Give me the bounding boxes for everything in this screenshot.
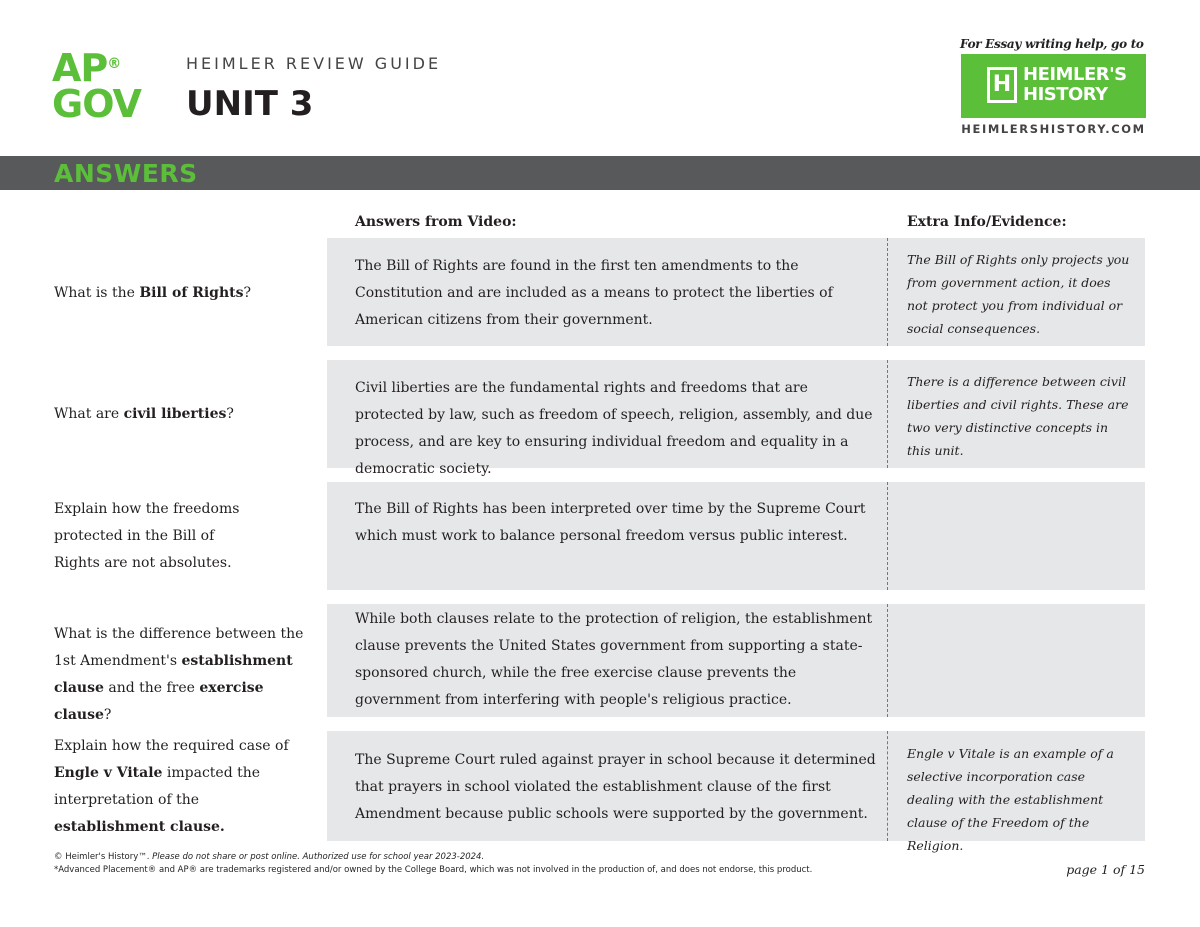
column-divider	[887, 360, 888, 468]
column-divider	[887, 238, 888, 346]
extra-info-text: Engle v Vitale is an example of a selective incorporation case dealing with the establishment clause of the Freedom of the Religion.	[907, 746, 1114, 853]
answer-text: While both clauses relate to the protection of religion, the establishment clause prevents the United States government from supporting a state-sponsored church, while the free exercise clause prevents the government from interfering with people's religious practice.	[355, 611, 873, 708]
question-bill-of-rights: What is the Bill of Rights?	[54, 285, 252, 301]
section-bar	[0, 156, 1200, 190]
ap-gov-logo	[52, 46, 152, 126]
answer-text: The Bill of Rights are found in the first ten amendments to the Constitution and are included as a means to protect the liberties of American citizens from their government.	[355, 258, 833, 328]
footer-trademark: *Advanced Placement® and AP® are trademarks registered and/or owned by the College Board, which was not involved in the production of, and does not endorse, this product.	[54, 865, 813, 875]
column-divider	[887, 604, 888, 717]
question-freedoms-not-absolute: Explain how the freedoms protected in the Bill of Rights are not absolutes.	[54, 501, 240, 571]
question-civil-liberties: What are civil liberties?	[54, 406, 234, 422]
heimler-h-icon: H	[987, 67, 1017, 103]
brand-name: HEIMLER'S HISTORY	[1023, 64, 1127, 105]
heimlers-history-logo[interactable]	[961, 54, 1146, 118]
answer-text: Civil liberties are the fundamental rights and freedoms that are protected by law, such as freedom of speech, religion, assembly, and due process, and are key to ensuring individual freedom and equality in a democratic society.	[355, 380, 873, 477]
extra-info-text: The Bill of Rights only projects you from government action, it does not protect you from individual or social consequences.	[907, 252, 1130, 336]
section-title: ANSWERS	[54, 159, 198, 188]
column-divider	[887, 731, 888, 841]
question-establishment-vs-exercise: What is the difference between the 1st Amendment's establishment clause and the free exercise clause?	[54, 626, 304, 723]
logo-reg-mark: ®	[107, 56, 121, 72]
footer-copyright: © Heimler's History™. Please do not share or post online. Authorized use for school year 2023-2024.	[54, 852, 485, 862]
answer-text: The Supreme Court ruled against prayer in school because it determined that prayers in school violated the establishment clause of the first Amendment because public schools were supported by the government.	[355, 752, 876, 822]
essay-help-text: For Essay writing help, go to	[960, 37, 1144, 51]
answer-text: The Bill of Rights has been interpreted over time by the Supreme Court which must work to balance personal freedom versus public interest.	[355, 501, 866, 544]
column-header-extra: Extra Info/Evidence:	[907, 214, 1067, 230]
question-engle-v-vitale: Explain how the required case of Engle v Vitale impacted the interpretation of the establishment clause.	[54, 738, 289, 835]
unit-title: UNIT 3	[186, 84, 314, 124]
page-number: page 1 of 15	[1066, 862, 1145, 877]
guide-label: HEIMLER REVIEW GUIDE	[186, 54, 442, 73]
brand-url-link[interactable]: HEIMLERSHISTORY.COM	[961, 122, 1146, 136]
extra-info-text: There is a difference between civil liberties and civil rights. These are two very distinctive concepts in this unit.	[907, 374, 1129, 458]
logo-gov-text: GOV	[52, 82, 141, 126]
logo-ap-text: AP	[52, 46, 108, 90]
column-header-answers: Answers from Video:	[355, 214, 517, 230]
column-divider	[887, 482, 888, 590]
